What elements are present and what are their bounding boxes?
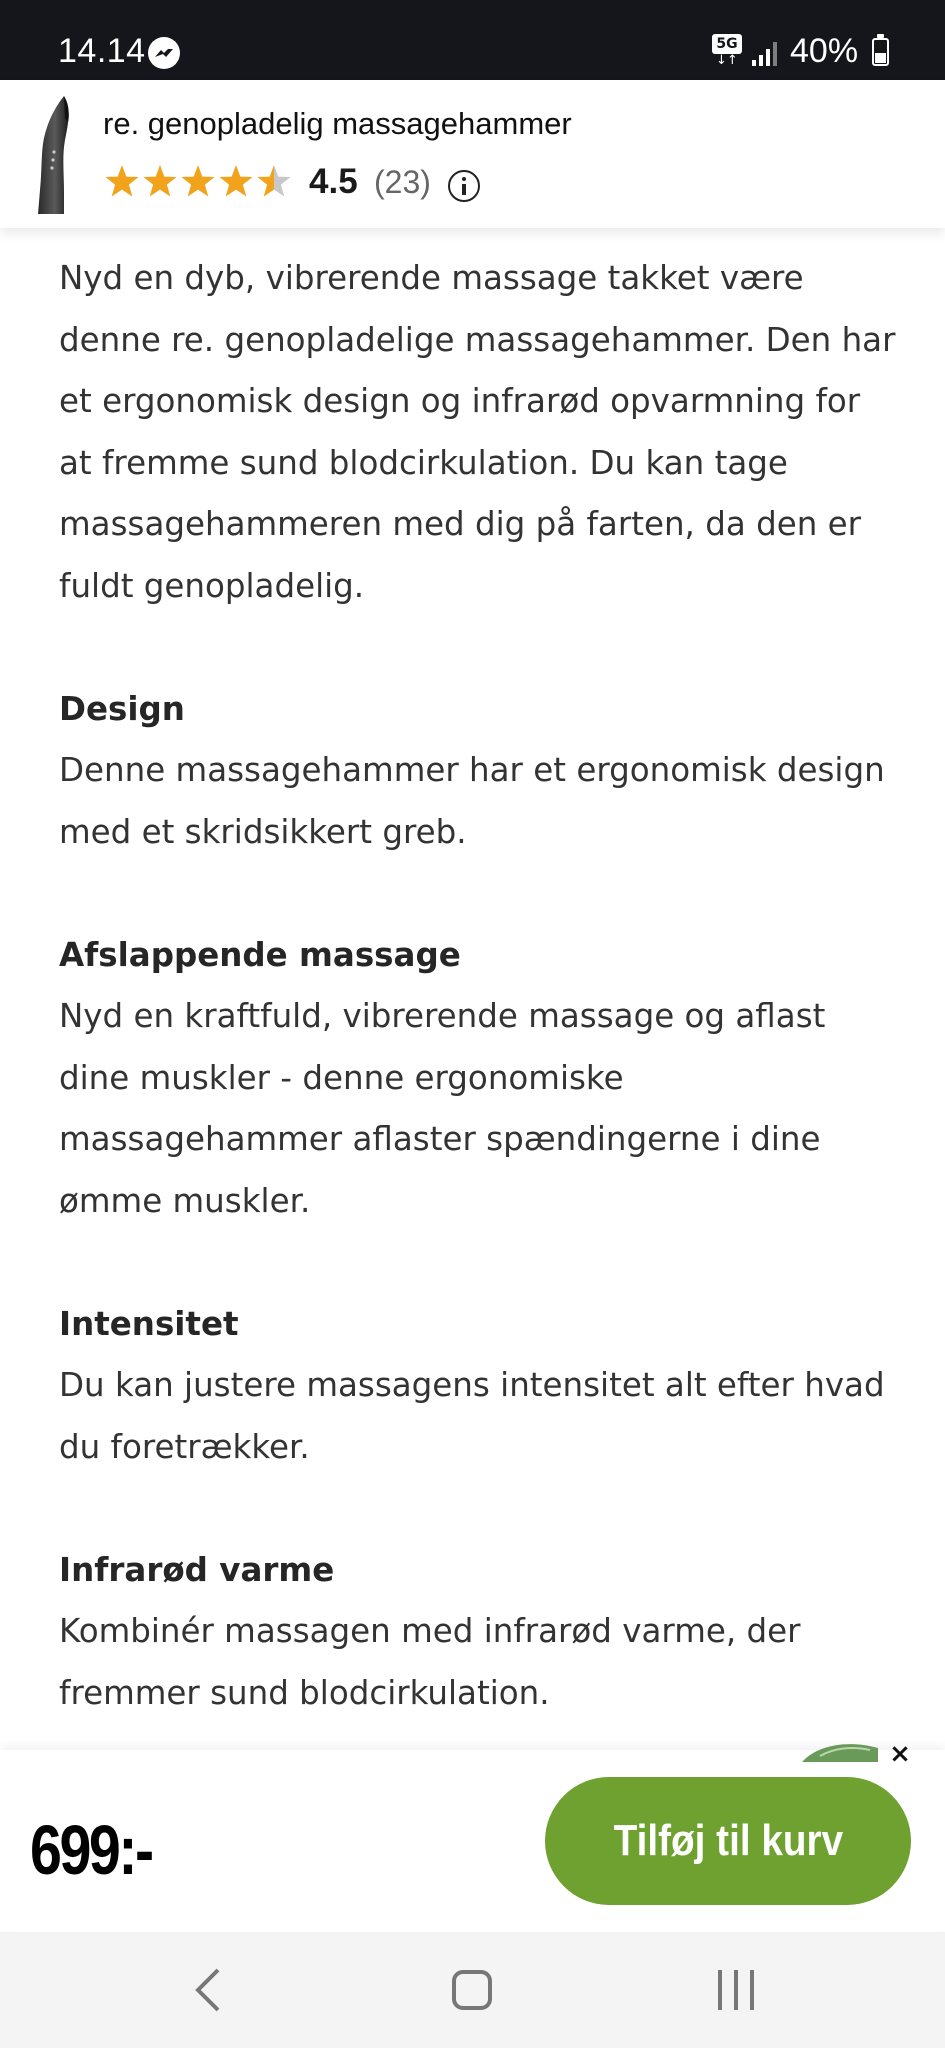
buy-bar (0, 1739, 945, 1932)
star-full-icon (105, 165, 138, 197)
status-time: 14.14 (58, 32, 146, 70)
section-title: Intensitet (59, 1304, 239, 1343)
star-full-icon (219, 165, 252, 197)
section-text: Denne massagehammer har et ergonomisk design med et skridsikkert greb. (59, 751, 885, 851)
rating-value: 4.5 (309, 162, 358, 201)
section-text: Nyd en kraftfuld, vibrerende massage og aflast dine muskler - denne ergonomiske massagehammer aflaster spændingerne i dine ømme muskler. (59, 997, 826, 1220)
recent-apps-icon[interactable] (716, 1970, 756, 2010)
network-type: 5G (712, 34, 742, 54)
section-title: Infrarød varme (59, 1550, 335, 1589)
leaf-decoration-icon (800, 1740, 880, 1762)
section-text: Du kan justere massagens intensitet alt efter hvad du foretrækker. (59, 1366, 885, 1466)
star-full-icon (181, 165, 214, 197)
signal-strength-icon (752, 38, 782, 66)
section-relaxing-massage (59, 925, 899, 1233)
product-description (59, 248, 899, 1724)
messenger-icon (148, 37, 180, 69)
back-icon[interactable] (190, 1964, 230, 2016)
add-to-cart-label: Tilføj til kurv (613, 1816, 843, 1865)
section-title: Design (59, 689, 185, 728)
section-text: Kombinér massagen med infrarød varme, der fremmer sund blodcirkulation. (59, 1612, 801, 1712)
price: 699:- (30, 1811, 152, 1889)
rating-stars (104, 164, 294, 200)
network-5g-icon: 5G ↓↑ (712, 34, 742, 68)
home-icon[interactable] (452, 1970, 492, 2010)
status-bar (0, 0, 945, 80)
product-header (0, 80, 945, 228)
section-design (59, 679, 899, 864)
product-thumbnail (34, 94, 80, 216)
section-infrared-heat (59, 1540, 899, 1725)
section-title: Afslappende massage (59, 935, 461, 974)
add-to-cart-button[interactable] (545, 1777, 911, 1905)
info-icon[interactable] (448, 170, 480, 202)
battery-percentage: 40% (790, 32, 859, 70)
section-intensity (59, 1294, 899, 1479)
system-navigation-bar (0, 1932, 945, 2048)
close-icon[interactable]: × (889, 1739, 911, 1769)
product-title: re. genopladelig massagehammer (103, 106, 572, 141)
star-half-icon (257, 165, 290, 197)
description-intro: Nyd en dyb, vibrerende massage takket være denne re. genopladelige massagehammer. Den har et ergonomisk design og infrarød opvarmning for at fremme sund blodcirkulation. Du kan tage massagehammeren med dig på farten, da den er fuldt genopladelig. (59, 259, 896, 605)
battery-icon (872, 38, 889, 66)
review-count: (23) (374, 164, 431, 200)
star-full-icon (143, 165, 176, 197)
